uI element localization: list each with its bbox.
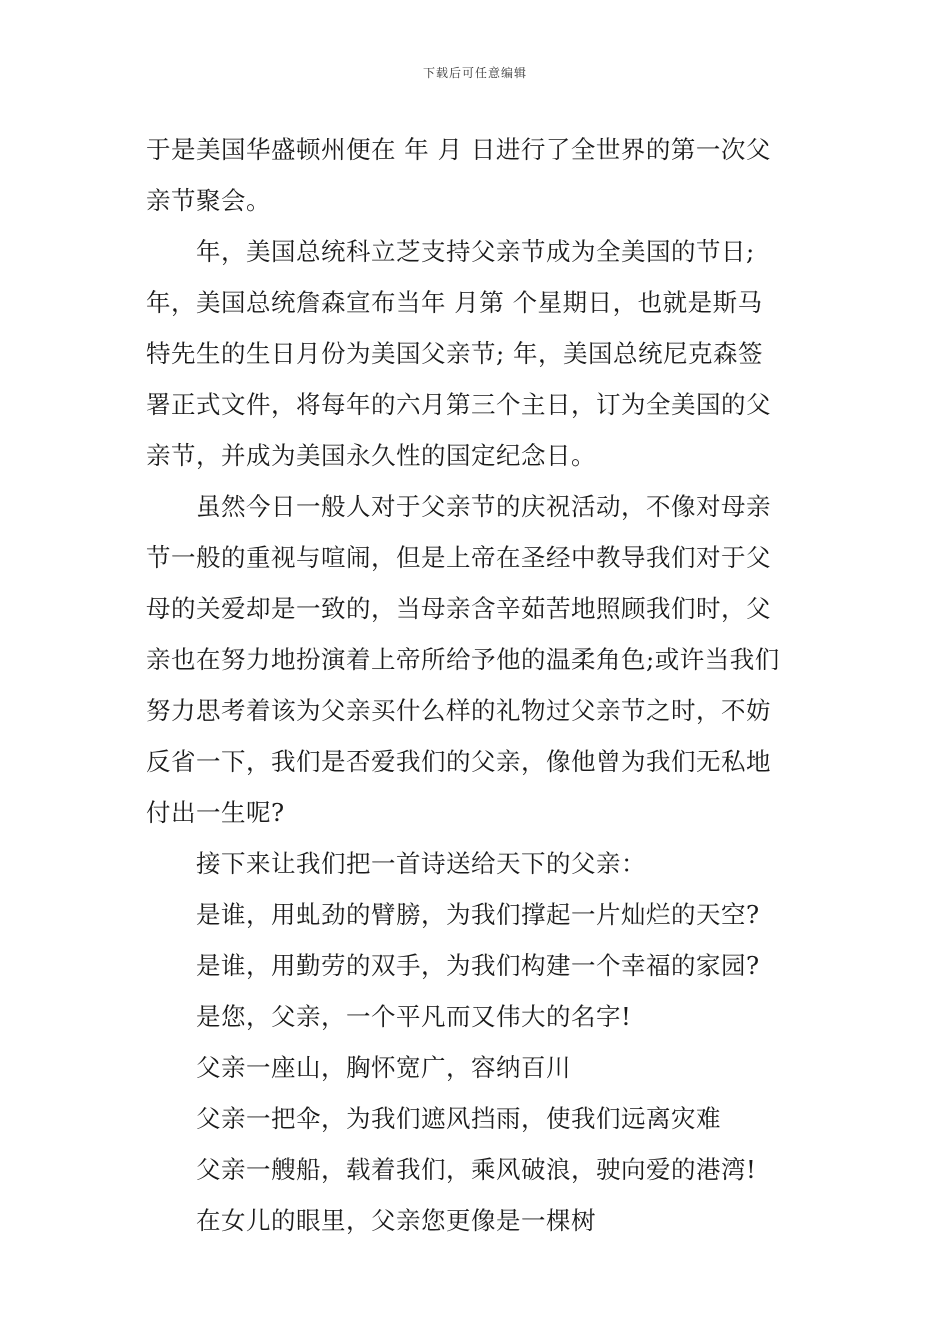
poem-line: 是谁，用勤劳的双手，为我们构建一个幸福的家园?: [196, 951, 760, 980]
text-line: 于是美国华盛顿州便在 年 月 日进行了全世界的第一次父: [146, 135, 771, 164]
poem-line: 在女儿的眼里，父亲您更像是一棵树: [196, 1206, 596, 1235]
text-line: 亲也在努力地扮演着上帝所给予他的温柔角色;或许当我们: [146, 645, 780, 674]
page-header-note: 下载后可任意编辑: [422, 66, 527, 80]
text-line: 亲节，并成为美国永久性的国定纪念日。: [146, 441, 596, 470]
poem-line: 父亲一把伞，为我们遮风挡雨，使我们远离灾难: [196, 1104, 721, 1133]
text-line: 年，美国总统詹森宣布当年 月第 个星期日，也就是斯马: [146, 288, 763, 317]
poem-line: 父亲一艘船，载着我们，乘风破浪，驶向爱的港湾!: [196, 1155, 757, 1184]
text-line: 付出一生呢?: [146, 798, 285, 827]
text-line: 节一般的重视与喧闹，但是上帝在圣经中教导我们对于父: [146, 543, 771, 572]
text-line: 年，美国总统科立芝支持父亲节成为全美国的节日;: [196, 237, 755, 266]
text-line: 努力思考着该为父亲买什么样的礼物过父亲节之时，不妨: [146, 696, 771, 725]
text-line: 反省一下，我们是否爱我们的父亲，像他曾为我们无私地: [146, 747, 771, 776]
text-line: 特先生的生日月份为美国父亲节; 年，美国总统尼克森签: [146, 339, 764, 368]
text-line: 署正式文件，将每年的六月第三个主日，订为全美国的父: [146, 390, 771, 419]
paragraph-2: [146, 226, 812, 481]
poem-line: 父亲一座山，胸怀宽广，容纳百川: [196, 1053, 571, 1082]
text-line: 亲节聚会。: [146, 186, 271, 215]
text-line: 母的关爱却是一致的，当母亲含辛茹苦地照顾我们时，父: [146, 594, 771, 623]
paragraph-1: [146, 124, 812, 226]
poem-line: 是谁，用虬劲的臂膀，为我们撑起一片灿烂的天空?: [196, 900, 760, 929]
document-body: [146, 124, 812, 1246]
poem-intro: 接下来让我们把一首诗送给天下的父亲：: [196, 849, 646, 878]
paragraph-3: [146, 481, 812, 838]
poem-line: 是您，父亲，一个平凡而又伟大的名字!: [196, 1002, 632, 1031]
text-line: 虽然今日一般人对于父亲节的庆祝活动，不像对母亲: [196, 492, 771, 521]
